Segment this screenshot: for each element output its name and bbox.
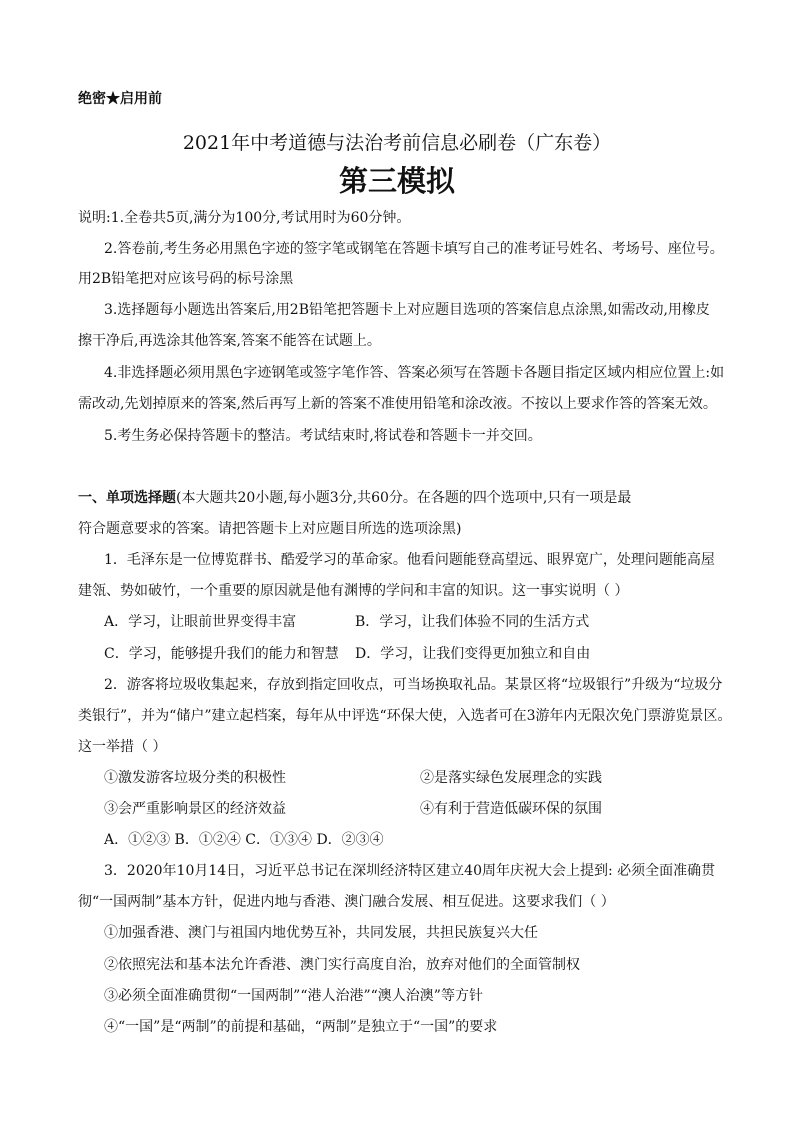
q2-stem-2: 类银行”，并为“储户”建立起档案，每年从中评选“环保大使，入选者可在3游年内无限次免门票游览景区。 [78,708,732,724]
q3-stem-2: 彻“一国两制”基本方针，促进内地与香港、澳门融合发展、相互促进。这要求我们（ ） [78,894,615,910]
q2-stem-1: 2．游客将垃圾收集起来，存放到指定回收点，可当场换取礼品。某景区将“垃圾银行”升级为“垃圾分 [104,677,723,693]
exam-subtitle: 第三模拟 [338,164,455,198]
secret-label: 绝密★启用前 [78,91,162,107]
q1-option-a: A．学习，让眼前世界变得丰富 [104,614,297,630]
q1-option-d: D．学习，让我们变得更加独立和自由 [355,646,591,662]
section1-heading: 一、单项选择题 [78,490,176,506]
q3-item-4: ④“一国”是“两制”的前提和基础，“两制”是独立于“一国”的要求 [104,1019,498,1035]
q2-item-3: ③会严重影响景区的经济效益 [104,801,286,817]
q1-stem-2: 建瓴、势如破竹，一个重要的原因就是他有渊博的学问和丰富的知识。这一事实说明（ ） [78,583,629,599]
q1-option-c: C．学习，能够提升我们的能力和智慧 [104,646,339,662]
instruction-line-8: 5.考生务必保持答题卡的整洁。考试结束时,将试卷和答题卡一并交回。 [104,428,542,444]
q3-stem-1: 3．2020年10月14日，习近平总书记在深圳经济特区建立40周年庆祝大会上提到: 必须全面准确贯 [104,863,716,879]
q2-item-4: ④有利于营造低碳环保的氛围 [420,801,602,817]
q2-options: A．①②③ B．①②④ C．①③④ D．②③④ [104,832,384,848]
instruction-line-5: 擦干净后,再选涂其他答案,答案不能答在试题上。 [78,333,381,349]
instruction-line-2: 2.答卷前,考生务必用黑色字迹的签字笔或钢笔在答题卡填写自己的准考证号姓名、考场号、座位号。 [104,241,724,257]
instruction-line-1: 说明:1.全卷共5页,满分为100分,考试用时为60分钟。 [78,210,411,226]
q3-item-1: ①加强香港、澳门与祖国内地优势互补，共同发展，共担民族复兴大任 [104,925,538,941]
section1-desc-2: 符合题意要求的答案。请把答题卡上对应题目所选的选项涂黑) [78,521,462,537]
section1-desc-1: (本大题共20小题,每小题3分,共60分。在各题的四个选项中,只有一项是最 [176,490,632,506]
exam-title: 2021年中考道德与法治考前信息必刷卷（广东卷） [182,132,612,154]
instruction-line-3: 用2B铅笔把对应该号码的标号涂黑 [78,271,294,287]
q3-item-3: ③必须全面准确贯彻“一国两制”“港人治港”“澳人治澳”等方针 [104,988,483,1004]
q2-stem-3: 这一举措（ ） [78,739,167,755]
instruction-line-4: 3.选择题每小题选出答案后,用2B铅笔把答题卡上对应题目选项的答案信息点涂黑,如需改动,用橡皮 [104,302,710,318]
q1-option-b: B．学习，让我们体验不同的生活方式 [355,614,590,630]
q1-stem-1: 1．毛泽东是一位博览群书、酷爱学习的革命家。他看问题能登高望远、眼界宽广，处理问题能高屋 [104,552,715,568]
instruction-line-6: 4.非选择题必须用黑色字迹钢笔或签字笔作答、答案必须写在答题卡各题目指定区域内相应位置上:如 [104,365,725,381]
q3-item-2: ②依照宪法和基本法允许香港、澳门实行高度自治，放弃对他们的全面管制权 [104,957,580,973]
q2-item-1: ①激发游客垃圾分类的积极性 [104,770,286,786]
q2-item-2: ②是落实绿色发展理念的实践 [420,770,602,786]
instruction-line-7: 需改动,先划掉原来的答案,然后再写上新的答案不准使用铅笔和涂改液。不按以上要求作答的答案无效。 [78,396,717,412]
section1-heading-line [78,489,631,507]
